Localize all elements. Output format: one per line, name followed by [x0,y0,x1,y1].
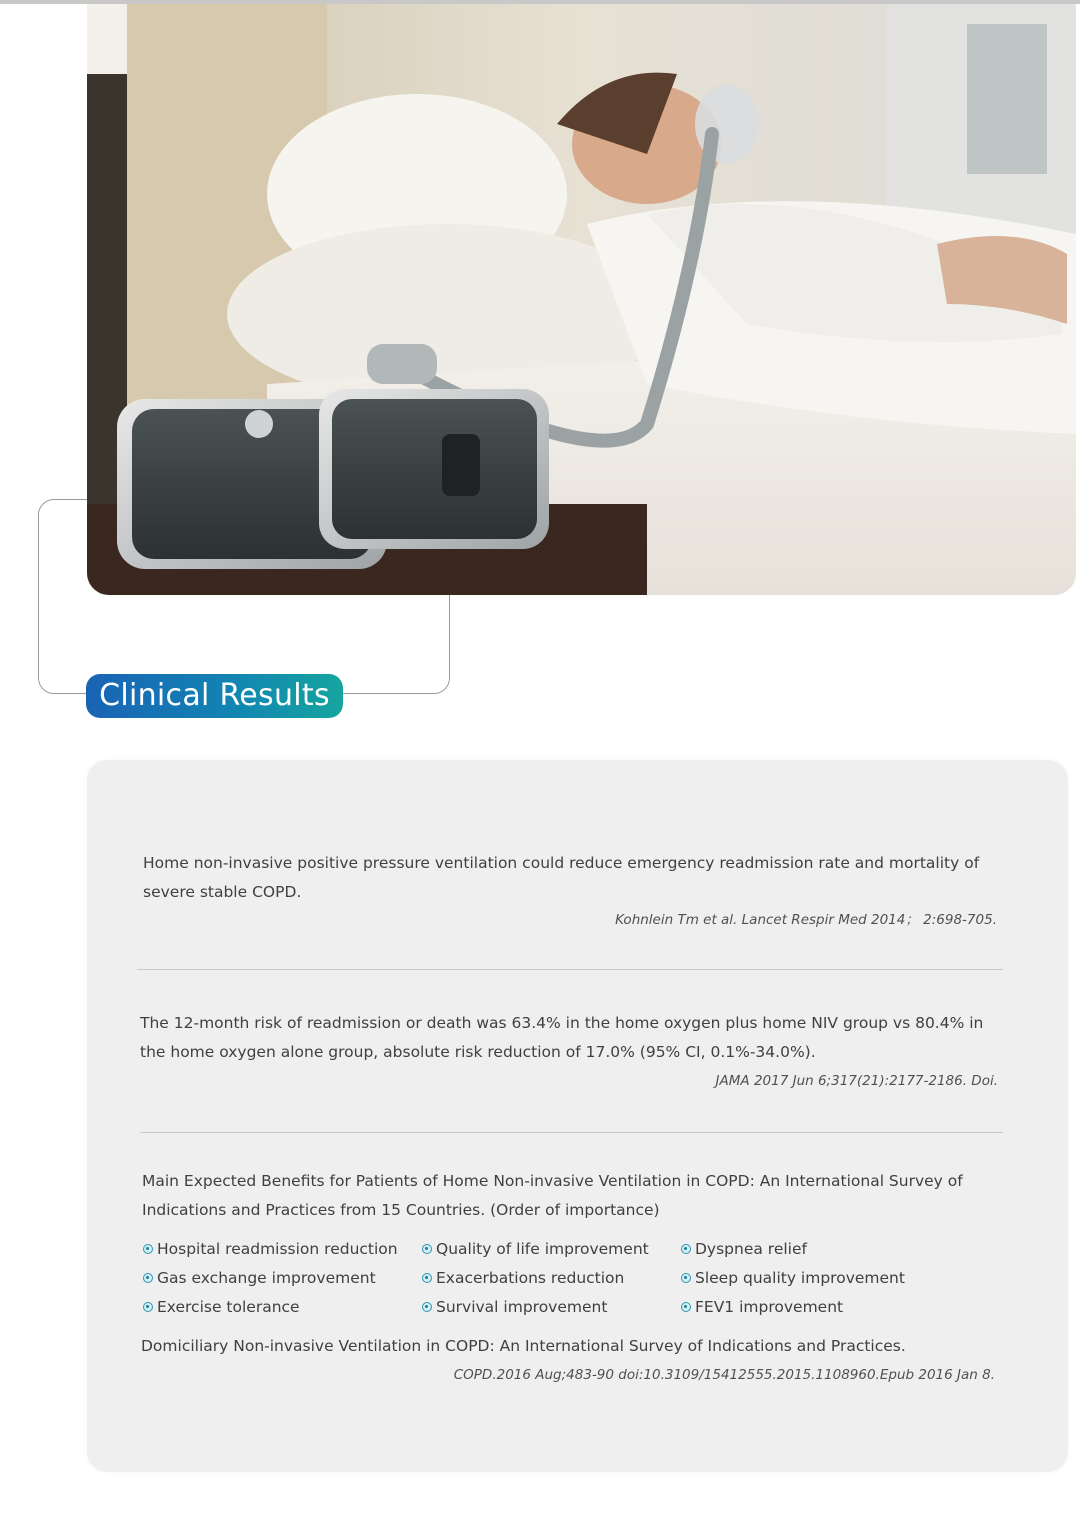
circle-dot-icon [422,1244,432,1254]
benefit-item: Quality of life improvement [422,1240,681,1258]
benefit-item: Hospital readmission reduction [143,1240,422,1258]
survey-intro: Main Expected Benefits for Patients of Home Non-invasive Ventilation in COPD: An International Survey of Indications and Practices from 15 Countries. (Order of importance) [142,1172,963,1219]
finding-2-citation: JAMA 2017 Jun 6;317(21):2177-2186. Doi. [715,1073,998,1089]
benefit-row [143,1292,1003,1321]
finding-1-text: Home non-invasive positive pressure ventilation could reduce emergency readmission rate and mortality of severe stable COPD. [143,854,980,901]
benefit-item: Survival improvement [422,1298,681,1316]
divider-2 [140,1132,1003,1133]
circle-dot-icon [143,1302,153,1312]
circle-dot-icon [422,1302,432,1312]
benefit-item: Exacerbations reduction [422,1269,681,1287]
survey-citation: COPD.2016 Aug;483-90 doi:10.3109/15412555.2015.1108960.Epub 2016 Jan 8. [453,1367,995,1383]
circle-dot-icon [681,1302,691,1312]
circle-dot-icon [422,1273,432,1283]
benefit-item: Exercise tolerance [143,1298,422,1316]
circle-dot-icon [143,1273,153,1283]
circle-dot-icon [681,1273,691,1283]
circle-dot-icon [143,1244,153,1254]
finding-2-text: The 12-month risk of readmission or death was 63.4% in the home oxygen plus home NIV group vs 80.4% in the home oxygen alone group, absolute risk reduction of 17.0% (95% CI, 0.1%-34.0%). [140,1014,984,1061]
benefit-item: FEV1 improvement [681,1298,981,1316]
benefit-item: Sleep quality improvement [681,1269,981,1287]
benefit-row [143,1263,1003,1292]
benefit-item: Dyspnea relief [681,1240,981,1258]
circle-dot-icon [681,1244,691,1254]
survey-source-title: Domiciliary Non-invasive Ventilation in COPD: An International Survey of Indications and Practices. [141,1337,906,1355]
section-title-badge: Clinical Results [86,674,343,718]
finding-1-citation: Kohnlein Tm et al. Lancet Respir Med 2014； 2:698-705. [615,912,997,928]
benefit-row [143,1234,1003,1263]
benefit-item: Gas exchange improvement [143,1269,422,1287]
divider-1 [137,969,1003,970]
benefit-list [143,1234,1003,1321]
hero-photo [87,4,1076,595]
